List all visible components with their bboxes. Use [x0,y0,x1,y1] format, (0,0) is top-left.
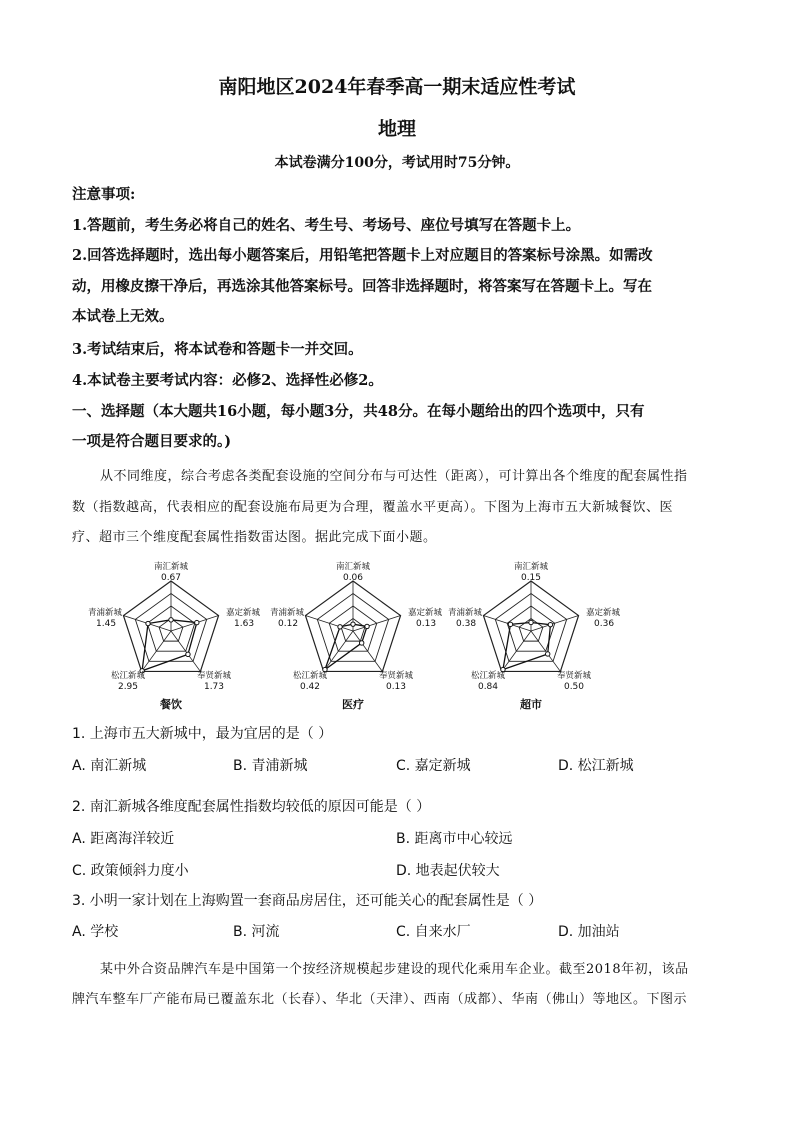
data-point [508,622,512,626]
subject-title: 地理 [377,118,416,140]
notes-heading: 注意事项: [72,186,136,203]
radar-chart-medical [268,556,443,714]
option-a[interactable]: A. 南汇新城 [72,758,147,774]
radar-chart-supermarket [446,556,621,714]
axis-label: 青浦新城 [88,608,123,618]
option-c[interactable]: C. 政策倾斜力度小 [72,863,189,879]
chart-title: 超市 [520,698,542,711]
data-point [365,624,369,628]
option-d[interactable]: D. 松江新城 [558,758,634,774]
notes-line: 4.本试卷主要考试内容：必修2、选择性必修2。 [72,372,383,389]
radar-chart-catering [86,556,261,714]
passage-line: 某中外合资品牌汽车是中国第一个按经济规模起步建设的现代化乘用车企业。截至2018年初，该品 [100,962,689,977]
data-point [146,621,150,625]
notes-line: 本试卷上无效。 [72,308,174,325]
notes-line: 3.考试结束后，将本试卷和答题卡一并交回。 [72,341,363,358]
option-a[interactable]: A. 距离海洋较近 [72,831,175,847]
passage-line: 从不同维度，综合考虑各类配套设施的空间分布与可达性（距离），可计算出各个维度的配套属性指 [100,469,688,484]
data-point [529,620,533,624]
chart-title: 餐饮 [160,698,182,711]
data-label: 0.67 [160,573,182,583]
axis-label: 嘉定新城 [226,608,261,618]
axis-label: 奉贤新城 [196,671,232,681]
score-time-line: 本试卷满分100分，考试用时75分钟。 [274,155,520,171]
notes-line: 1.答题前，考生务必将自己的姓名、考生号、考场号、座位号填写在答题卡上。 [72,217,581,234]
section-heading: 一项是符合题目要求的。) [72,433,232,450]
option-b[interactable]: B. 距离市中心较远 [396,831,513,847]
data-point [186,652,190,656]
exam-title: 南阳地区2024年春季高一期末适应性考试 [218,76,576,98]
data-label: 0.13 [385,682,407,692]
data-label: 0.84 [477,682,499,692]
data-label: 0.38 [456,619,477,629]
data-label: 0.36 [594,619,615,629]
data-label: 1.73 [203,682,225,692]
passage-line: 牌汽车整车厂产能布局已覆盖东北（长春）、华北（天津）、西南（成都）、华南（佛山）等地区。下图示 [72,992,688,1007]
passage-line: 疗、超市三个维度配套属性指数雷达图。据此完成下面小题。 [72,530,437,545]
axis-label: 嘉定新城 [408,608,443,618]
option-d[interactable]: D. 加油站 [558,924,620,940]
option-c[interactable]: C. 嘉定新城 [396,758,471,774]
data-label: 0.50 [563,682,585,692]
data-label: 0.15 [520,573,542,583]
axis-label: 嘉定新城 [586,608,621,618]
option-d[interactable]: D. 地表起伏较大 [396,863,500,879]
data-label: 2.95 [117,682,139,692]
data-label: 0.12 [278,619,299,629]
data-point [338,625,342,629]
data-point [359,641,363,645]
option-c[interactable]: C. 自来水厂 [396,924,471,940]
option-a[interactable]: A. 学校 [72,924,119,940]
passage-line: 数（指数越高，代表相应的配套设施布局更为合理，覆盖水平更高）。下图为上海市五大新城餐饮、医 [72,500,674,515]
data-point [195,620,199,624]
axis-label: 奉贤新城 [378,671,414,681]
data-label: 1.45 [96,619,117,629]
data-label: 0.06 [342,573,364,583]
axis-label: 松江新城 [110,671,146,681]
axis-label: 奉贤新城 [556,671,592,681]
data-label: 0.13 [416,619,437,629]
question-stem: 2. 南汇新城各维度配套属性指数均较低的原因可能是（ ） [72,799,431,815]
axis-label: 青浦新城 [448,608,483,618]
data-point [545,652,549,656]
data-label: 0.42 [299,682,321,692]
data-point [548,622,552,626]
data-point [351,622,355,626]
notes-line: 动，用橡皮擦干净后，再选涂其他答案标号。回答非选择题时，将答案写在答题卡上。写在 [72,278,652,295]
option-b[interactable]: B. 青浦新城 [233,758,308,774]
data-label: 1.63 [234,619,255,629]
axis-label: 松江新城 [292,671,328,681]
axis-label: 南汇新城 [153,562,189,572]
question-stem: 3. 小明一家计划在上海购置一套商品房居住，还可能关心的配套属性是（ ） [72,893,543,909]
question-stem: 1. 上海市五大新城中，最为宜居的是（ ） [72,726,333,742]
option-b[interactable]: B. 河流 [233,924,280,940]
data-point [169,618,173,622]
chart-title: 医疗 [342,698,364,711]
axis-label: 南汇新城 [513,562,549,572]
axis-label: 南汇新城 [335,562,371,572]
notes-line: 2.回答选择题时，选出每小题答案后，用铅笔把答题卡上对应题目的答案标号涂黑。如需改 [72,247,653,264]
series-polygon [142,620,197,671]
section-heading: 一、选择题（本大题共16小题，每小题3分，共48分。在每小题给出的四个选项中，只有 [72,403,645,420]
axis-label: 青浦新城 [270,608,305,618]
axis-label: 松江新城 [470,671,506,681]
